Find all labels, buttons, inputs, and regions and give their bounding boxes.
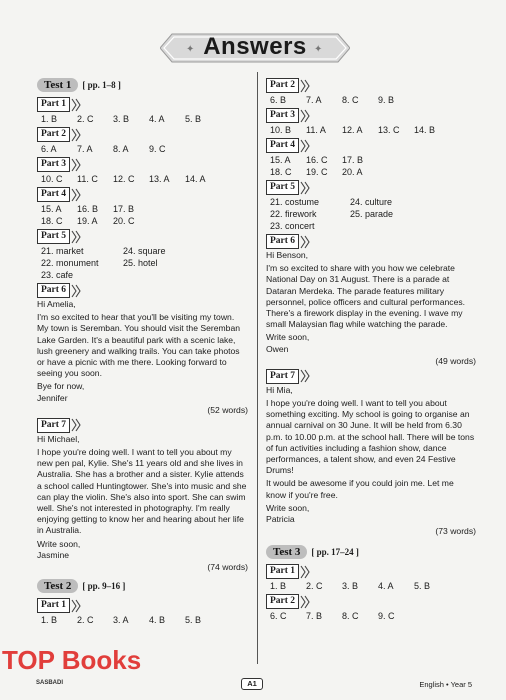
t2-part7-label: Part 7 xyxy=(266,369,299,384)
answer-item: 25. hotel xyxy=(123,258,158,268)
answer-item: 1. B xyxy=(41,615,58,626)
letter-signature: Owen xyxy=(266,343,289,354)
t1-part5-answers-row1 xyxy=(41,245,248,257)
test3-pages: [ pp. 17–24 ] xyxy=(311,546,359,557)
word-count: (73 words) xyxy=(435,526,476,537)
t1-part1-heading xyxy=(37,97,248,112)
answer-item: 8. C xyxy=(342,611,359,622)
answer-item: 2. C xyxy=(77,615,94,626)
word-count: (74 words) xyxy=(207,562,248,573)
t2-part5-heading xyxy=(266,180,476,195)
chevron-right-icon xyxy=(300,565,312,579)
t3-part2-heading xyxy=(266,594,476,609)
t3-part1-label: Part 1 xyxy=(266,564,299,579)
letter-closing: Write soon, xyxy=(266,332,310,343)
answer-item: 4. B xyxy=(149,615,166,626)
answer-item: 18. C xyxy=(270,167,292,177)
answer-item: 25. parade xyxy=(350,209,394,219)
answer-item: 6. C xyxy=(270,611,287,622)
answer-item: 20. C xyxy=(113,216,135,226)
answer-item: 6. A xyxy=(41,144,57,154)
chevron-right-icon xyxy=(300,181,312,195)
answer-item: 22. monument xyxy=(41,258,99,268)
t1-part5-answers-row2 xyxy=(41,257,248,269)
publisher-logo: SASBADI xyxy=(36,680,64,686)
answer-item: 9. B xyxy=(378,95,395,105)
answer-item: 7. A xyxy=(77,144,93,154)
chevron-right-icon xyxy=(71,98,83,112)
answer-item: 5. B xyxy=(414,581,431,592)
t1-part5-heading xyxy=(37,229,248,244)
t1-part7-heading xyxy=(37,418,248,433)
t2-part6-label: Part 6 xyxy=(266,234,299,249)
answer-item: 4. A xyxy=(378,581,394,592)
letter-body: I'm so excited to hear that you'll be visiting my town. My town is Seremban. You should visit the Seremban Lake Garden. It's a beautiful park with a scenic lake, lush greenery and walking trails. You can take photos or have a picnic with me there. Looking forward to seeing you soon. xyxy=(37,312,241,379)
t2-part4-answers-row1 xyxy=(270,154,476,166)
chevron-right-icon xyxy=(300,79,312,93)
t2-part1-label: Part 1 xyxy=(37,598,70,613)
chevron-right-icon xyxy=(300,109,312,123)
svg-text:✦: ✦ xyxy=(314,44,323,55)
answer-item: 9. C xyxy=(378,611,395,622)
t1-part3-heading xyxy=(37,157,248,172)
chevron-right-icon xyxy=(300,235,312,249)
letter-signature: Jennifer xyxy=(37,392,68,403)
answer-item: 13. A xyxy=(149,174,170,184)
page-title: Answers xyxy=(203,33,307,60)
chevron-right-icon xyxy=(71,128,83,142)
test2-heading xyxy=(37,577,248,594)
t1-part4-label: Part 4 xyxy=(37,187,70,202)
answer-item: 6. B xyxy=(270,95,287,105)
answer-item: 21. costume xyxy=(270,197,320,207)
t1-part2-answers xyxy=(41,143,248,155)
answer-item: 20. A xyxy=(342,167,363,177)
t2-part2-label: Part 2 xyxy=(266,78,299,93)
t3-part2-label: Part 2 xyxy=(266,594,299,609)
t2-part5-answers-row1 xyxy=(270,196,476,208)
answer-item: 24. culture xyxy=(350,197,393,207)
letter-closing: Write soon, xyxy=(37,538,81,549)
answer-item: 7. B xyxy=(306,611,323,622)
answer-item: 23. cafe xyxy=(41,270,74,280)
footer-subject: English • Year 5 xyxy=(419,680,472,689)
t2-part1-answers xyxy=(41,614,248,626)
t2-part3-label: Part 3 xyxy=(266,108,299,123)
letter-signature: Patricia xyxy=(266,514,295,525)
answer-item: 5. B xyxy=(185,615,202,626)
t2-part2-answers xyxy=(270,94,476,106)
t2-part3-answers xyxy=(270,124,476,136)
t2-part4-answers-row2 xyxy=(270,166,476,178)
answer-item: 24. square xyxy=(123,246,166,256)
answer-item: 15. A xyxy=(41,204,62,214)
letter-greeting: Hi Amelia, xyxy=(37,299,76,309)
t2-part6-letter xyxy=(266,250,476,355)
answer-item: 2. C xyxy=(77,114,94,124)
answer-item: 3. B xyxy=(342,581,359,592)
answer-item: 10. C xyxy=(41,174,63,184)
answer-item: 10. B xyxy=(270,125,292,135)
t1-part3-label: Part 3 xyxy=(37,157,70,172)
answer-item: 12. C xyxy=(113,174,135,184)
t2-part4-label: Part 4 xyxy=(266,138,299,153)
test2-pages: [ pp. 9–16 ] xyxy=(82,580,126,591)
chevron-right-icon xyxy=(71,158,83,172)
chevron-right-icon xyxy=(300,595,312,609)
letter-closing: Bye for now, xyxy=(37,381,85,392)
answer-item: 17. B xyxy=(342,155,364,165)
chevron-right-icon xyxy=(300,369,312,383)
answer-item: 4. A xyxy=(149,114,165,124)
answer-item: 15. A xyxy=(270,155,291,165)
t3-part1-heading xyxy=(266,564,476,579)
svg-text:✦: ✦ xyxy=(186,44,195,55)
t1-part5-label: Part 5 xyxy=(37,229,70,244)
t1-part6-heading xyxy=(37,283,248,298)
answer-item: 9. C xyxy=(149,144,166,154)
answer-item: 18. C xyxy=(41,216,63,226)
answer-item: 16. B xyxy=(77,204,99,214)
answer-item: 19. C xyxy=(306,167,328,177)
test1-pages: [ pp. 1–8 ] xyxy=(82,79,121,90)
letter-body: I'm so excited to share with you how we celebrate National Day on 31 August. There is a parade at Dataran Merdeka. The parade features military personnel, police officers and cultural performances. There's a firework display in the evening. I wave my small Malaysian flag while watching the parade. xyxy=(266,263,466,330)
right-column xyxy=(266,76,476,622)
answer-item: 11. A xyxy=(306,125,326,135)
answer-item: 13. C xyxy=(378,125,400,135)
t1-part2-label: Part 2 xyxy=(37,127,70,142)
t2-part1-heading xyxy=(37,598,248,613)
test3-heading xyxy=(266,543,476,560)
t1-part4-answers-row2 xyxy=(41,215,248,227)
t3-part1-answers xyxy=(270,580,476,592)
answer-item: 8. A xyxy=(113,144,129,154)
t1-part3-answers xyxy=(41,173,248,185)
answer-item: 1. B xyxy=(270,581,287,592)
letter-signature: Jasmine xyxy=(37,549,69,560)
chevron-right-icon xyxy=(300,139,312,153)
answer-item: 3. A xyxy=(113,615,129,626)
letter-greeting: Hi Michael, xyxy=(37,433,80,444)
test1-label: Test 1 xyxy=(37,78,78,92)
t1-part2-heading xyxy=(37,127,248,142)
t3-part2-answers xyxy=(270,610,476,622)
answer-item: 17. B xyxy=(113,204,135,214)
t1-part5-answers-row3 xyxy=(41,269,248,281)
t1-part6-label: Part 6 xyxy=(37,283,70,298)
t1-part4-heading xyxy=(37,187,248,202)
answer-item: 5. B xyxy=(185,114,202,124)
answer-item: 23. concert xyxy=(270,221,315,231)
answer-item: 2. C xyxy=(306,581,323,592)
t1-part6-letter xyxy=(37,299,248,404)
letter-body: I hope you're doing well. I want to tell you about something exciting. My school is going to organise an annual carnival on 30 June. It will be held from 6.30 p.m. to 10.00 p.m. at the school hall. There will be tons of fun activities including a fashion show, dance performances, a talent show, and even 24 Festive Drums! xyxy=(266,398,475,476)
answer-item: 16. C xyxy=(306,155,328,165)
test3-label: Test 3 xyxy=(266,545,307,559)
letter-body-2: It would be awesome if you could join me. Let me know if you're free. xyxy=(266,478,454,500)
chevron-right-icon xyxy=(71,418,83,432)
t1-part1-label: Part 1 xyxy=(37,97,70,112)
t2-part7-letter xyxy=(266,385,476,525)
t1-part7-label: Part 7 xyxy=(37,418,70,433)
t2-part5-answers-row2 xyxy=(270,208,476,220)
answer-item: 22. firework xyxy=(270,209,317,219)
t1-part1-answers xyxy=(41,113,248,125)
t2-part4-heading xyxy=(266,138,476,153)
chevron-right-icon xyxy=(71,599,83,613)
answer-item: 7. A xyxy=(306,95,322,105)
letter-body: I hope you're doing well. I want to tell you about my new pen pal, Kylie. She's 11 years old and she lives in Australia. She has a brother and a sister. Kylie attends a school called Huntingtower. She's into music and she can play the violin. She's also into sport. She can swim well. She's not interested in photography. I'm really enjoying getting to know her and hearing about her life in Australia. xyxy=(37,447,247,536)
answer-item: 8. C xyxy=(342,95,359,105)
t1-part7-letter xyxy=(37,434,248,561)
chevron-right-icon xyxy=(71,188,83,202)
t2-part2-heading xyxy=(266,78,476,93)
answer-item: 3. B xyxy=(113,114,130,124)
answer-item: 14. B xyxy=(414,125,436,135)
word-count: (52 words) xyxy=(207,404,248,415)
answer-item: 19. A xyxy=(77,216,98,226)
title-banner xyxy=(160,32,350,64)
chevron-right-icon xyxy=(71,230,83,244)
answer-item: 12. A xyxy=(342,125,363,135)
answer-item: 11. C xyxy=(77,174,98,184)
answer-item: 1. B xyxy=(41,114,58,124)
letter-greeting: Hi Mia, xyxy=(266,384,293,395)
t2-part7-heading xyxy=(266,369,476,384)
chevron-right-icon xyxy=(71,284,83,298)
left-column xyxy=(37,76,248,626)
t2-part3-heading xyxy=(266,108,476,123)
watermark-logo: TOP Books xyxy=(2,645,142,675)
t1-part4-answers-row1 xyxy=(41,203,248,215)
page-number: A1 xyxy=(241,678,263,690)
letter-greeting: Hi Benson, xyxy=(266,250,309,260)
column-divider xyxy=(257,72,258,664)
test2-label: Test 2 xyxy=(37,579,78,593)
word-count: (49 words) xyxy=(435,355,476,366)
letter-closing: Write soon, xyxy=(266,502,310,513)
t2-part6-heading xyxy=(266,234,476,249)
answer-item: 14. A xyxy=(185,174,206,184)
t2-part5-label: Part 5 xyxy=(266,180,299,195)
t2-part5-answers-row3 xyxy=(270,220,476,232)
test1-heading xyxy=(37,76,248,93)
answer-item: 21. market xyxy=(41,246,84,256)
